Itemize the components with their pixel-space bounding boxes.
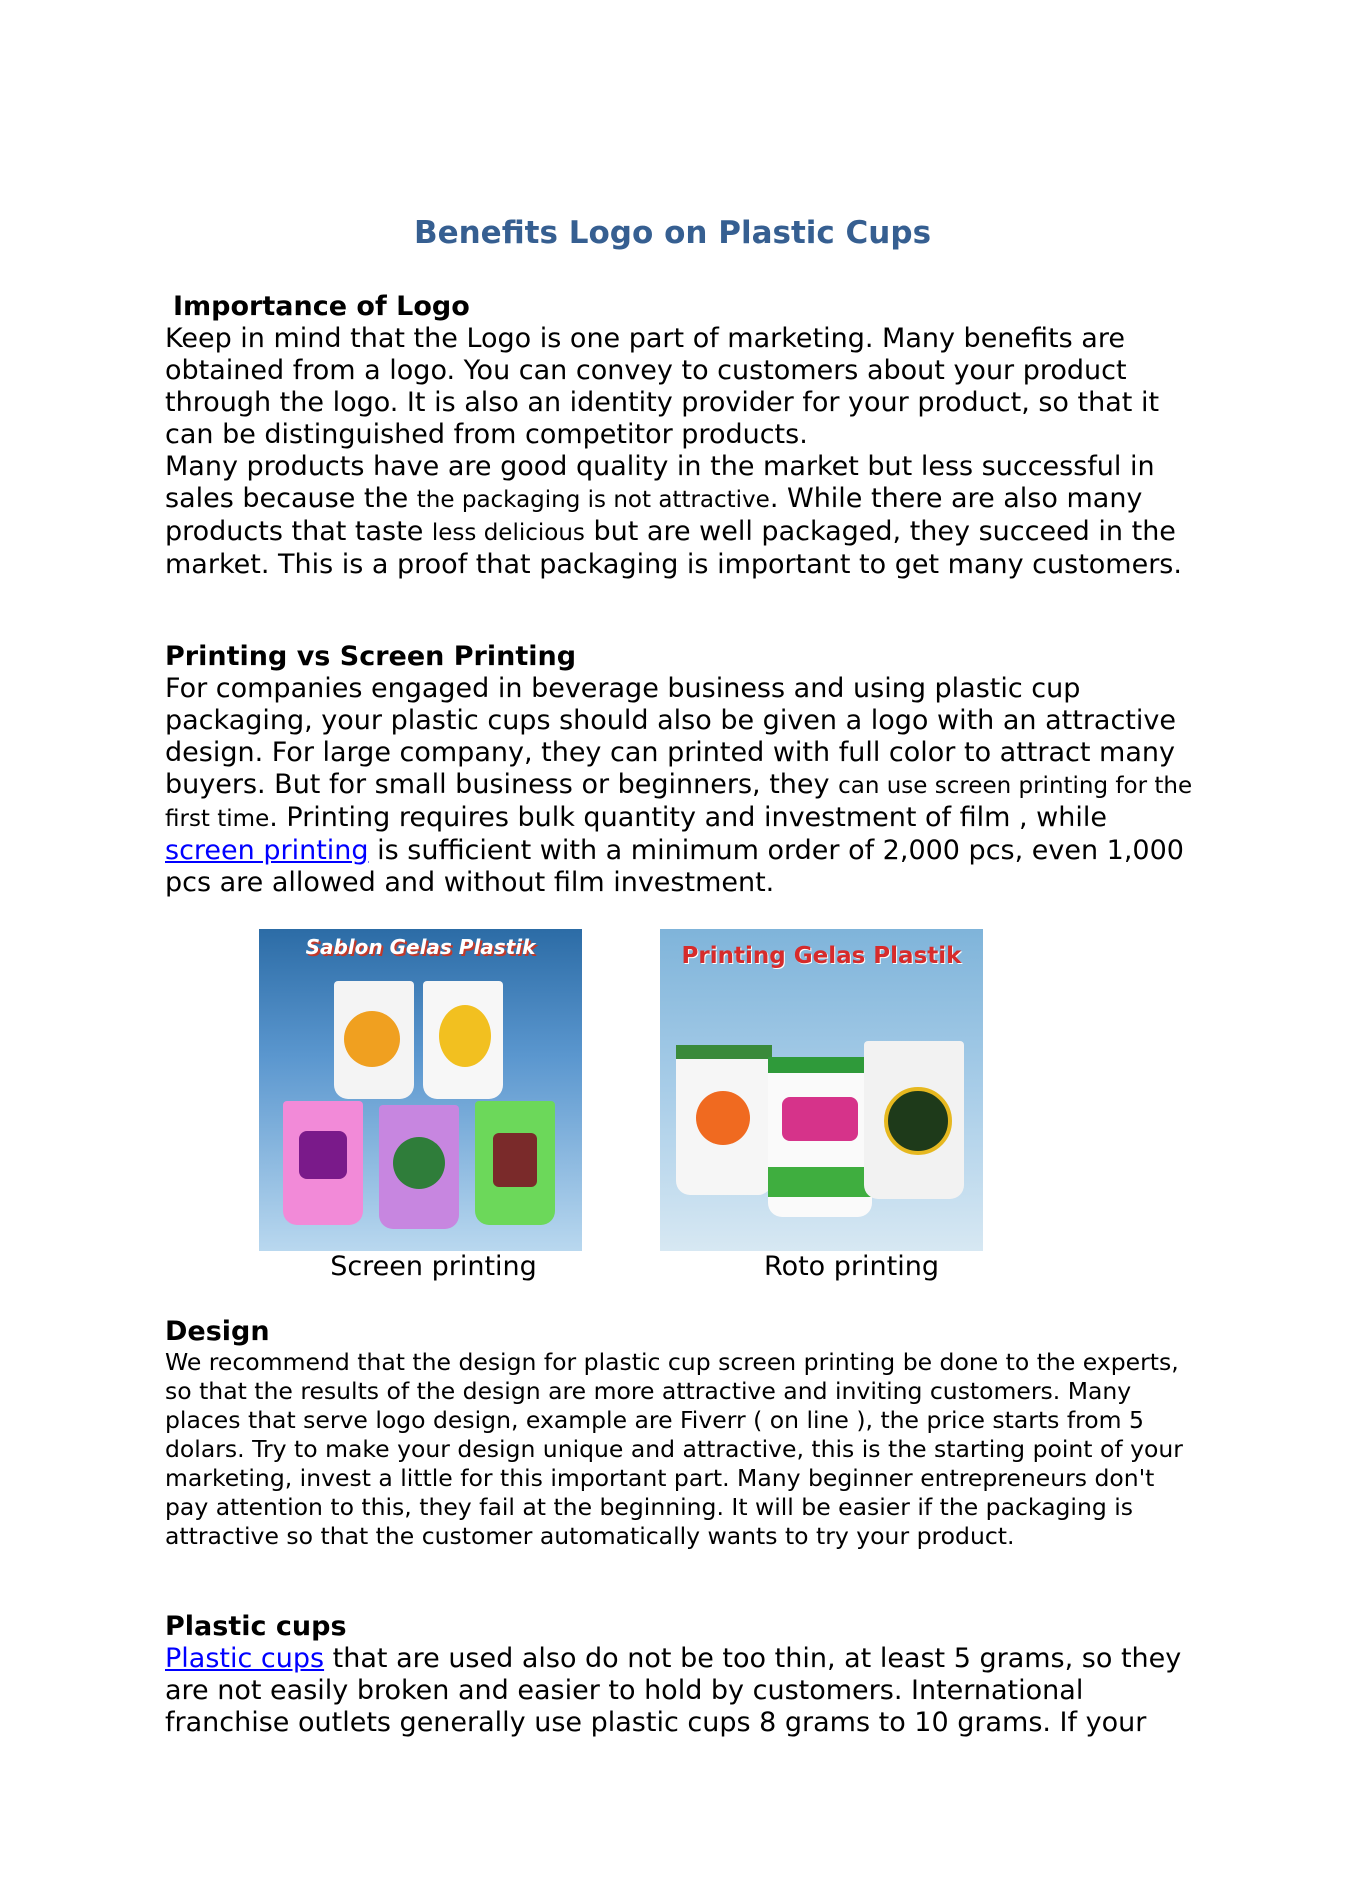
plastic-cups-link[interactable]: Plastic cups	[165, 1643, 325, 1674]
photo-banner-printing: Printing Gelas Plastik	[681, 943, 962, 969]
cup-printed-left	[676, 1045, 772, 1195]
cup-white-left	[334, 981, 414, 1099]
cup-purple	[379, 1105, 459, 1229]
photo-banner-sablon: Sablon Gelas Plastik	[305, 935, 536, 959]
heading-importance-of-logo: Importance of Logo	[173, 291, 470, 322]
caption-screen-printing: Screen printing	[330, 1251, 537, 1282]
section-printing-vs-screen	[165, 641, 1195, 899]
cup-pink	[283, 1101, 363, 1225]
heading-plastic-cups: Plastic cups	[165, 1611, 347, 1642]
paragraph-packaging: Many products have are good quality in the market but less successful in sales because the the packaging is not attractive. While there are also many products that taste less delicious but are well packaged, they succeed in the market. This is a proof that packaging is important to get many customers.	[165, 451, 1182, 580]
section-plastic-cups	[165, 1611, 1195, 1739]
screen-printing-photo	[259, 929, 582, 1251]
cup-green	[475, 1101, 555, 1225]
cup-printed-right	[864, 1041, 964, 1199]
paragraph-logo-intro: Keep in mind that the Logo is one part of marketing. Many benefits are obtained from a logo. You can convey to customers about your product through the logo. It is also an identity provider for your product, so that it can be distinguished from competitor products.	[165, 323, 1160, 450]
paragraph-design: We recommend that the design for plastic cup screen printing be done to the experts, so that the results of the design are more attractive and inviting customers. Many places that serve logo design, example are Fiverr ( on line ), the price starts from 5 dolars. Try to make your design unique and attractive, this is the starting point of your marketing, invest a little for this important part. Many beginner entrepreneurs don't pay attention to this, they fail at the beginning. It will be easier if the packaging is attractive so that the customer automatically wants to try your product.	[165, 1348, 1183, 1550]
page-title: Benefits Logo on Plastic Cups	[413, 215, 932, 251]
paragraph-plastic-cups: Plastic cups that are used also do not be too thin, at least 5 grams, so they are not easily broken and easier to hold by customers. International franchise outlets generally use plastic cups 8 grams to 10 grams. If your	[165, 1643, 1182, 1738]
heading-design: Design	[165, 1316, 270, 1347]
screen-printing-link[interactable]: screen printing	[165, 835, 369, 866]
cup-white-right	[423, 981, 503, 1099]
heading-printing-vs-screen: Printing vs Screen Printing	[165, 641, 577, 672]
roto-printing-photo	[660, 929, 983, 1251]
section-design	[165, 1316, 1195, 1551]
cup-printed-center	[768, 1057, 872, 1217]
section-importance-of-logo	[165, 291, 1195, 581]
caption-roto-printing: Roto printing	[764, 1251, 939, 1282]
paragraph-printing: For companies engaged in beverage business and using plastic cup packaging, your plastic cups should also be given a logo with an attractive design. For large company, they can printed with full color to attract many buyers. But for small business or beginners, they can use screen printing for the first time. Printing requires bulk quantity and investment of film , while screen printing is sufficient with a minimum order of 2,000 pcs, even 1,000 pcs are allowed and without film investment.	[165, 673, 1193, 898]
